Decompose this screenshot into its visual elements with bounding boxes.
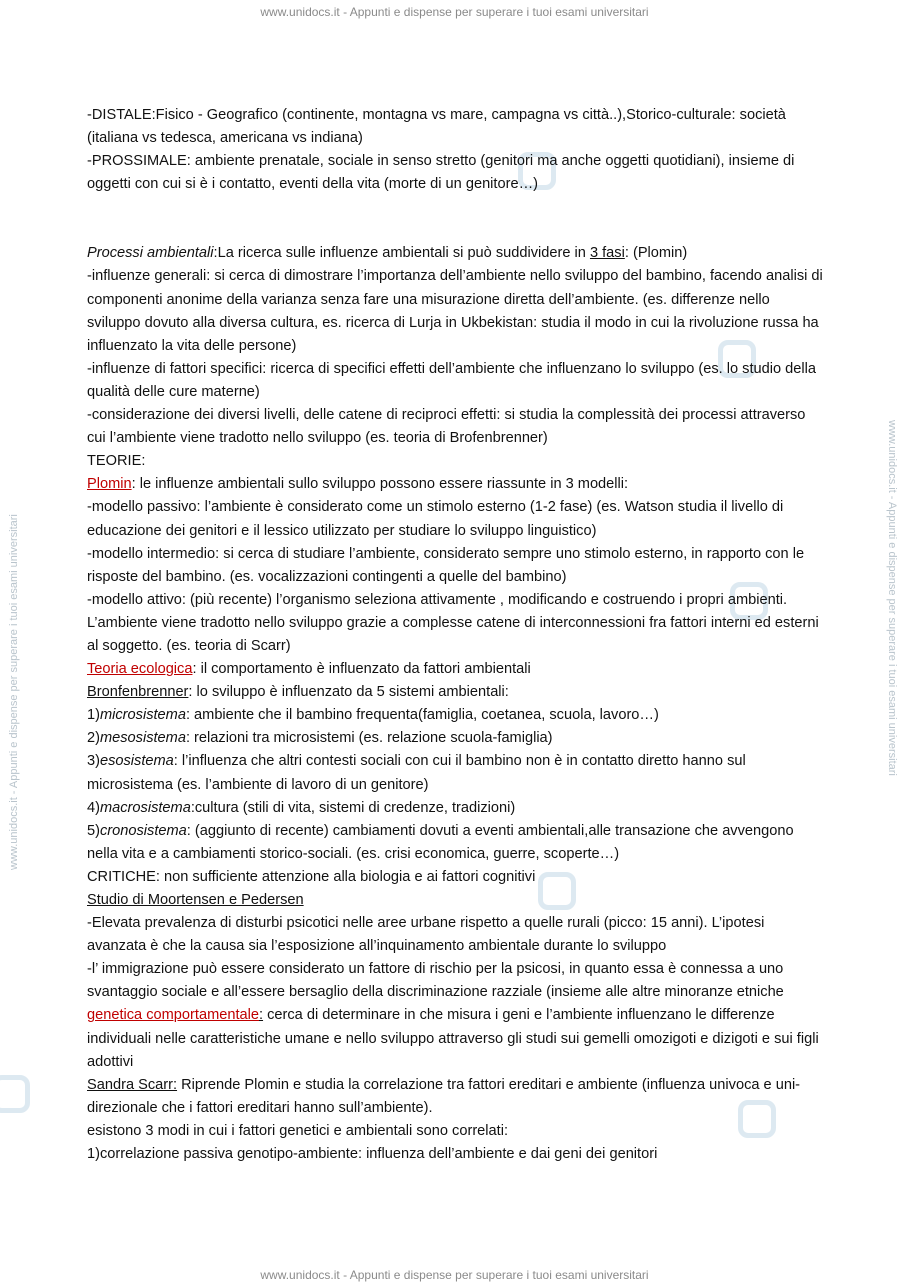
system-text: : (aggiunto di recente) cambiamenti dovuti a eventi ambientali,alle transazione che avvengono nella vita e a cambiamenti storico-sociali. (es. crisi economica, guerre, scoperte…) [87,822,794,862]
paragraph-plomin [87,473,827,496]
list-number: 5) [87,822,100,839]
paragraph-scarr [87,1074,827,1120]
list-number: 2) [87,730,100,747]
paragraph-elevata: -Elevata prevalenza di disturbi psicotici nelle aree urbane rispetto a quelle rurali (picco: 15 anni). L’ipotesi avanzata è che la causa sia l’esposizione all’inquinamento ambientale durante lo sviluppo [87,915,765,955]
system-label: microsistema [99,707,186,724]
processi-fasi: 3 fasi [589,245,625,262]
paragraph-distale: -DISTALE:Fisico - Geografico (continente, montagna vs mare, campagna vs città..),Storico-culturale: società (italiana vs tedesca, americana vs indiana) [87,107,786,147]
list-number: 1) [87,707,100,724]
watermark-footer: www.unidocs.it - Appunti e dispense per superare i tuoi esami universitari [260,1268,649,1282]
system-label: cronosistema [99,822,187,839]
paragraph-teoria-ecologica [87,658,827,681]
paragraph-influenze-specifici: -influenze di fattori specifici: ricerca di specifici effetti dell’ambiente che influenzano lo sviluppo (es. lo studio della qualità delle cure materne) [87,360,816,400]
paragraph-correlazione-1: 1)correlazione passiva genotipo-ambiente: influenza dell’ambiente e dai geni dei genitori [87,1146,658,1163]
system-label: macrosistema [99,799,191,816]
system-text: : l’influenza che altri contesti sociali con cui il bambino non è in contatto diretto hanno sul microsistema (es. l’ambiente di lavoro di un genitore) [87,753,746,793]
paragraph-esistono: esistono 3 modi in cui i fattori genetici e ambientali sono correlati: [87,1122,509,1139]
spacer [87,196,827,242]
paragraph-bronfenbrenner [87,681,827,704]
system-text: :cultura (stili di vita, sistemi di credenze, tradizioni) [190,799,516,816]
list-number: 3) [87,753,100,770]
list-item-esosistema [87,750,827,796]
paragraph-modello-attivo: -modello attivo: (più recente) l’organismo seleziona attivamente , modificando e costruendo i propri ambienti. L’ambiente viene tradotto nello sviluppo grazie a complesse catene di interconnessioni fra fattori interni ed esterni al soggetto. (es. teoria di Scarr) [87,591,819,654]
paragraph-prossimale: -PROSSIMALE: ambiente prenatale, sociale in senso stretto (genitori ma anche oggetti quotidiani), insieme di oggetti con cui si è i contatto, eventi della vita (morte di un genitore…) [87,153,795,193]
processi-label: Processi ambientali [87,245,214,262]
ecologica-label: Teoria ecologica [87,661,193,678]
paragraph-immigrazione: -l’ immigrazione può essere considerato un fattore di rischio per la psicosi, in quanto essa è connessa a uno svantaggio sociale e all’essere bersaglio della discriminazione razziale (insieme alle altre minoranze etniche [87,961,784,1001]
list-number: 4) [87,799,100,816]
genetica-text: cerca di determinare in che misura i geni e l’ambiente influenzano le differenze individuali nelle caratteristiche umane e nello sviluppo attraverso gli studi sui gemelli omozigoti e dizigoti e sui figli adottivi [87,1007,819,1070]
system-label: mesosistema [99,730,186,747]
paragraph-genetica [87,1004,827,1073]
processi-end: : (Plomin) [624,245,688,262]
heading-teorie: TEORIE: [87,453,146,470]
paragraph-critiche: CRITICHE: non sufficiente attenzione alla biologia e ai fattori cognitivi [87,868,536,885]
bronf-label: Bronfenbrenner [87,684,189,701]
system-label: esosistema [99,753,174,770]
paragraph-influenze-generali: -influenze generali: si cerca di dimostrare l’importanza dell’ambiente nello sviluppo del bambino, facendo analisi di componenti anonime della varianza senza fare una misurazione diretta dell’ambiente. (es. differenze nello sviluppo dovuto alla diversa cultura, es. ricerca di Lurja in Ukbekistan: studia il modo in cui la rivoluzione russa ha influenzato la vita delle persone) [87,268,823,354]
list-item-macrosistema [87,797,827,820]
scarr-text: Riprende Plomin e studia la correlazione tra fattori ereditari e ambiente (influenza univoca e uni-direzionale che i fattori ereditari hanno sull’ambiente). [87,1076,801,1116]
watermark-side-right: www.unidocs.it - Appunti e dispense per superare i tuoi esami universitari [886,420,898,776]
scarr-label: Sandra Scarr: [87,1076,178,1093]
paragraph-considerazione: -considerazione dei diversi livelli, delle catene di reciproci effetti: si studia la complessità dei processi attraverso cui l’ambiente viene tradotto nello sviluppo (es. teoria di Brofenbrenner) [87,407,806,447]
list-item-microsistema [87,704,827,727]
genetica-colon: : [258,1007,264,1024]
ecologica-text: : il comportamento è influenzato da fattori ambientali [192,661,531,678]
heading-studio [87,889,827,912]
paragraph-processi [87,242,827,265]
paragraph-modello-intermedio: -modello intermedio: si cerca di studiare l’ambiente, considerato sempre uno stimolo esterno, in rapporto con le risposte del bambino. (es. vocalizzazioni contingenti a quelle del bambino) [87,545,805,585]
list-item-cronosistema [87,820,827,866]
plomin-text: : le influenze ambientali sullo sviluppo possono essere riassunte in 3 modelli: [131,476,629,493]
watermark-side-left: www.unidocs.it - Appunti e dispense per superare i tuoi esami universitari [8,514,20,870]
list-item-mesosistema [87,727,827,750]
paragraph-modello-passivo: -modello passivo: l’ambiente è considerato come un stimolo esterno (1-2 fase) (es. Watson studia il livello di educazione dei genitori e il lessico utilizzato per studiare lo sviluppo linguistico) [87,499,784,539]
genetica-label: genetica comportamentale [87,1007,259,1024]
plomin-label: Plomin [87,476,132,493]
document-body [87,104,827,1166]
system-text: : relazioni tra microsistemi (es. relazione scuola-famiglia) [185,730,553,747]
watermark-header: www.unidocs.it - Appunti e dispense per superare i tuoi esami universitari [260,5,649,19]
bronf-text: : lo sviluppo è influenzato da 5 sistemi ambientali: [188,684,509,701]
system-text: : ambiente che il bambino frequenta(famiglia, coetanea, scuola, lavoro…) [185,707,659,724]
processi-text: :La ricerca sulle influenze ambientali si può suddividere in [213,245,590,262]
watermark-logo-icon [0,1075,30,1113]
studio-label: Studio di Moortensen e Pedersen [87,892,304,908]
